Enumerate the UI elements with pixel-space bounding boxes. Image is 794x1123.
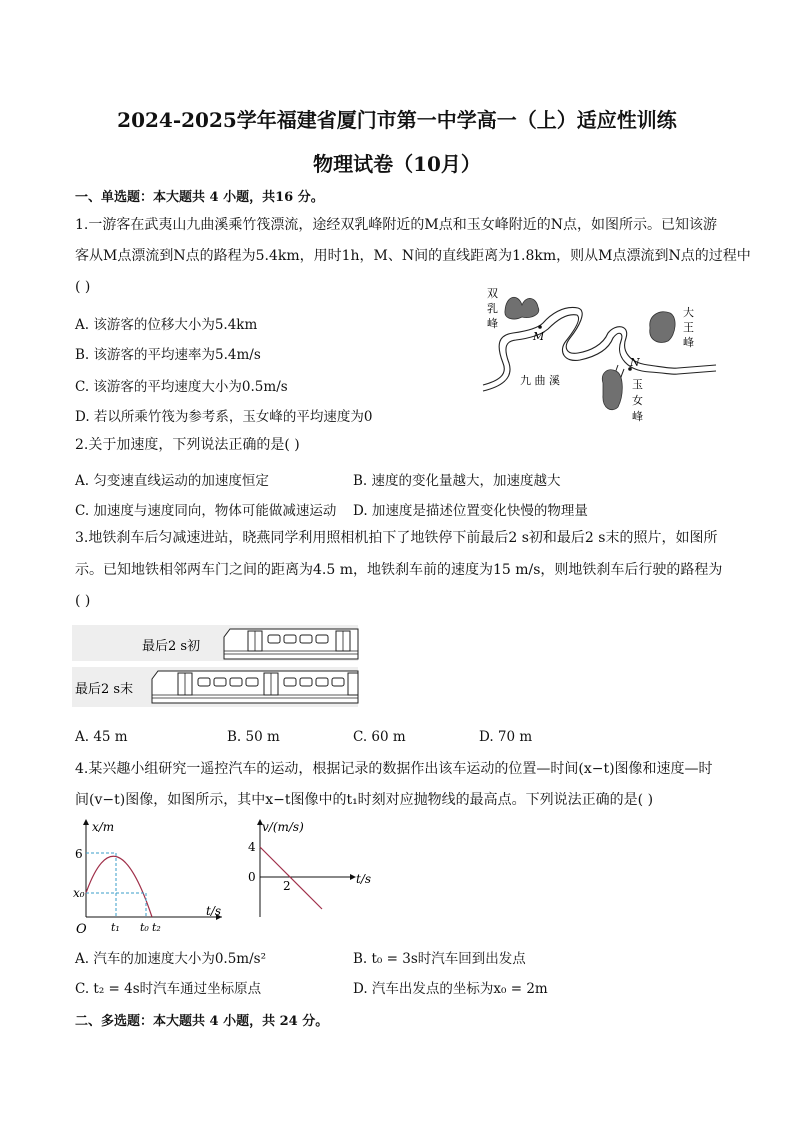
section-multi-choice: 二、多选题：本大题共 4 小题，共 24 分。 <box>75 1014 329 1029</box>
map-label-peak2-1: 王 <box>683 321 694 334</box>
q1-river-map-figure <box>478 283 718 428</box>
q3-subway-figure <box>72 623 362 713</box>
q4-xt-graph <box>70 815 230 940</box>
xt-t1-label: t₁ <box>111 921 120 934</box>
q2-option-d[interactable]: D. 加速度是描述位置变化快慢的物理量 <box>353 503 588 519</box>
map-label-peak2-0: 大 <box>683 306 694 319</box>
twin-peaks-rock <box>505 297 539 319</box>
yunu-peak-rock <box>602 370 622 410</box>
q1-option-b[interactable]: B. 该游客的平均速率为5.4m/s <box>75 347 261 363</box>
q1-option-d[interactable]: D. 若以所乘竹筏为参考系，玉女峰的平均速度为0 <box>75 409 373 425</box>
map-label-peak3-2: 峰 <box>632 410 643 423</box>
map-label-n: N <box>630 356 640 369</box>
q2-option-c[interactable]: C. 加速度与速度同向，物体可能做减速运动 <box>75 503 337 519</box>
map-label-m: M <box>533 330 545 343</box>
q3-stem-line2: 示。已知地铁相邻两车门之间的距离为4.5 m，地铁刹车前的速度为15 m/s，则地铁刹车后行驶的路程为 <box>75 562 723 578</box>
q4-option-b[interactable]: B. t₀ = 3s时汽车回到出发点 <box>353 951 526 967</box>
xt-t2-label: t₂ <box>152 921 161 934</box>
map-label-peak2-2: 峰 <box>683 336 694 349</box>
q3-answer-paren: ( ) <box>75 593 91 609</box>
train-top <box>224 629 358 659</box>
q1-stem-line2: 客从M点漂流到N点的路程为5.4km，用时1h，M、N间的直线距离为1.8km，则从M点漂流到N点的过程中 <box>75 248 751 264</box>
q2-option-a[interactable]: A. 匀变速直线运动的加速度恒定 <box>75 473 269 489</box>
paper-subtitle: 物理试卷（10月） <box>313 152 481 176</box>
dawang-peak-rock <box>650 312 675 343</box>
q1-option-a[interactable]: A. 该游客的位移大小为5.4km <box>75 317 258 333</box>
vt-line <box>260 847 322 909</box>
q4-stem-line1: 4.某兴趣小组研究一遥控汽车的运动，根据记录的数据作出该车运动的位置—时间(x−t)图像和速度—时 <box>75 761 713 777</box>
section-single-choice: 一、单选题：本大题共 4 小题，共16 分。 <box>75 190 324 205</box>
q4-vt-graph <box>242 815 392 920</box>
xt-parabola <box>86 856 152 917</box>
map-label-peak1-2: 峰 <box>487 317 498 330</box>
q3-label-begin: 最后2 s初 <box>142 639 201 654</box>
vt-xlabel: t/s <box>356 872 372 886</box>
map-label-peak1-1: 乳 <box>487 302 498 315</box>
map-label-peak3-0: 玉 <box>632 378 643 391</box>
q3-stem-line1: 3.地铁刹车后匀减速进站，晓燕同学利用照相机拍下了地铁停下前最后2 s初和最后2 s末的照片，如图所 <box>75 530 718 546</box>
vt-x-tick-2: 2 <box>283 879 291 893</box>
vt-y-tick-4: 4 <box>248 840 256 854</box>
xt-t0-label: t₀ <box>140 921 149 934</box>
vt-zero: 0 <box>248 870 256 884</box>
q3-option-c[interactable]: C. 60 m <box>353 729 406 745</box>
map-label-peak3-1: 女 <box>632 394 643 407</box>
q4-option-a[interactable]: A. 汽车的加速度大小为0.5m/s² <box>75 951 266 967</box>
map-label-peak1-0: 双 <box>487 287 498 300</box>
q4-option-c[interactable]: C. t₂ = 4s时汽车通过坐标原点 <box>75 981 262 997</box>
q3-option-d[interactable]: D. 70 m <box>479 729 533 745</box>
q1-option-c[interactable]: C. 该游客的平均速度大小为0.5m/s <box>75 379 288 395</box>
xt-y0-label: x₀ <box>73 886 85 900</box>
train-bottom <box>152 671 358 703</box>
q1-stem-line1: 1.一游客在武夷山九曲溪乘竹筏漂流，途经双乳峰附近的M点和玉女峰附近的N点，如图所示。已知该游 <box>75 217 717 233</box>
q4-option-d[interactable]: D. 汽车出发点的坐标为x₀ = 2m <box>353 981 548 997</box>
q4-stem-line2: 间(v−t)图像，如图所示，其中x−t图像中的t₁时刻对应抛物线的最高点。下列说法正确的是( ) <box>75 792 654 808</box>
q3-option-b[interactable]: B. 50 m <box>227 729 280 745</box>
xt-ylabel: x/m <box>92 820 115 834</box>
paper-title: 2024-2025学年福建省厦门市第一中学高一（上）适应性训练 <box>117 108 677 132</box>
vt-ylabel: v/(m/s) <box>262 820 304 834</box>
xt-origin: O <box>76 922 87 937</box>
q3-label-end: 最后2 s末 <box>75 682 134 697</box>
q3-option-a[interactable]: A. 45 m <box>75 729 128 745</box>
xt-xlabel: t/s <box>206 904 222 918</box>
q2-stem: 2.关于加速度，下列说法正确的是( ) <box>75 437 300 453</box>
xt-y-tick-6: 6 <box>75 847 83 861</box>
map-label-river: 九 曲 溪 <box>520 374 560 387</box>
q1-answer-paren: ( ) <box>75 279 91 295</box>
q2-option-b[interactable]: B. 速度的变化量越大，加速度越大 <box>353 473 561 489</box>
